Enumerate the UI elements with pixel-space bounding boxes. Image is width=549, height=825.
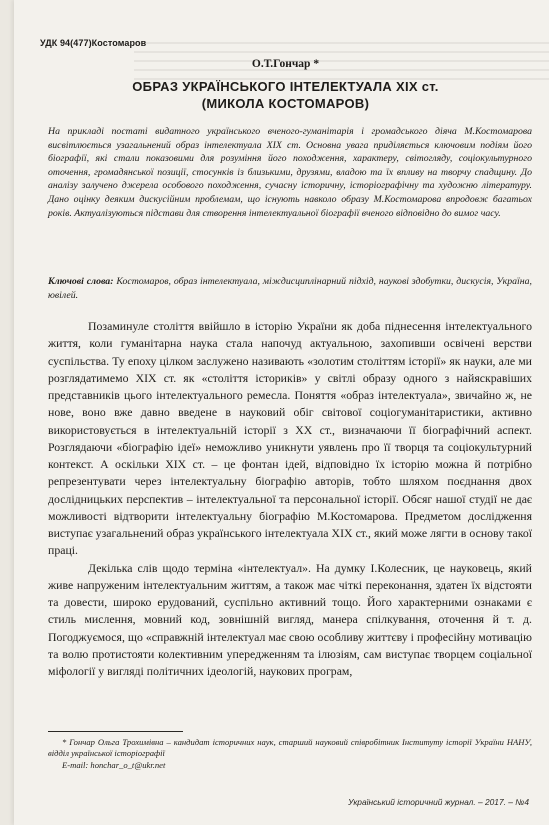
udk-code: УДК 94(477)Костомаров bbox=[40, 38, 147, 48]
article-title bbox=[0, 78, 549, 112]
keywords-label: Ключові слова: bbox=[48, 276, 114, 287]
footnote-divider bbox=[48, 731, 183, 732]
body-paragraph-1: Позаминуле століття ввійшло в історію України як доба піднесення інтелектуального життя, коли гуманітарна наука стала напочуд актуальною, захопивши освічені верстви суспільства. Ту епоху цілком заслужено називають «золотим століттям історії» як науки, але ми розглядатимемо ХІХ ст. як «століття істориків» у світлі образу одного з найяскравіших представників цього інтелектуального ремесла. Поняття «образ інтелектуала», звичайно ж, не нове, воно вже давно введене в науковий обіг світової соціогуманітаристики, активно використовується в інтелектуальній історії з ХХ ст., визначаючи її біографічний аспект. Розглядаючи «біографію ідеї» неможливо уникнути уявлень про її творця та соціокультурний контекст. А оскільки ХІХ ст. – це фонтан ідей, відповідно їх історію можна й потрібно репрезентувати через інтелектуальну біографію авторів, тобто шляхом поєднання двох дослідницьких перспектив – інтелектуальної та персональної історії. Обсяг нашої студії не дає можливості відтворити інтелектуальну біографію М.Костомарова. Предметом дослідження виступає узагальнений образ українського інтелектуала ХІХ ст., який може лягти в основу такої праці. bbox=[48, 319, 532, 558]
article-author: О.Т.Гончар * bbox=[251, 58, 320, 70]
article-title-line-1: ОБРАЗ УКРАЇНСЬКОГО ІНТЕЛЕКТУАЛА ХІХ ст. bbox=[132, 79, 439, 94]
keywords-text: Костомаров, образ інтелектуала, міждисциплінарний підхід, наукові здобутки, дискусія, Україна, ювілей. bbox=[48, 276, 532, 301]
article-abstract: На прикладі постаті видатного українського вченого-гуманітарія і громадського діяча М.Костомарова висвітлюється узагальнений образ інтелектуала ХІХ ст. Основна увага приділяється ключовим подіям його біографії, які стали показовими для розуміння його походження, характеру, світогляду, соціокультурного оточення, громадянської позиції, стосунків із близькими, друзями, владою та їх впливу на творчу спадщину. До аналізу залучено джерела особового походження, сучасну історичну, історіографічну та художню літературу. Дано оцінку деяким дискусійним проблемам, що існують навколо образу М.Костомарова впродовж багатьох років. Актуалізуються підстави для створення інтелектуальної біографії вченого відповідно до вимог часу. bbox=[48, 126, 532, 219]
article-body bbox=[48, 318, 532, 680]
author-footnote bbox=[48, 737, 532, 771]
footnote-email: E-mail: honchar_o_t@ukr.net bbox=[62, 759, 166, 770]
keywords-block bbox=[48, 275, 532, 302]
footnote-author-info: * Гончар Ольга Трохимівна – кандидат історичних наук, старший науковий співробітник Інституту історії України НАНУ, відділ української історіографії bbox=[48, 737, 532, 759]
article-title-line-2: (МИКОЛА КОСТОМАРОВ) bbox=[201, 96, 370, 111]
journal-running-footer: Український історичний журнал. – 2017. – №4 bbox=[348, 797, 529, 807]
body-paragraph-2: Декілька слів щодо терміна «інтелектуал». На думку І.Колесник, це науковець, який живе напруженим інтелектуальним життям, а також має чіткі переконання, здатен їх відстояти та довести, широко ерудований, суспільно активний тощо. Його характерними ознаками є стиль мислення, мовний код, зовнішній вигляд, манера спілкування, оточення й т. д. Погоджуємося, що «справжній інтелектуал має свою особливу життєву і професійну мотивацію та волю протистояти колективним упередженням та ілюзіям, сам виступає творцем соціальної міфології у вигляді політичних ідеологій, наукових програм, bbox=[48, 560, 532, 678]
